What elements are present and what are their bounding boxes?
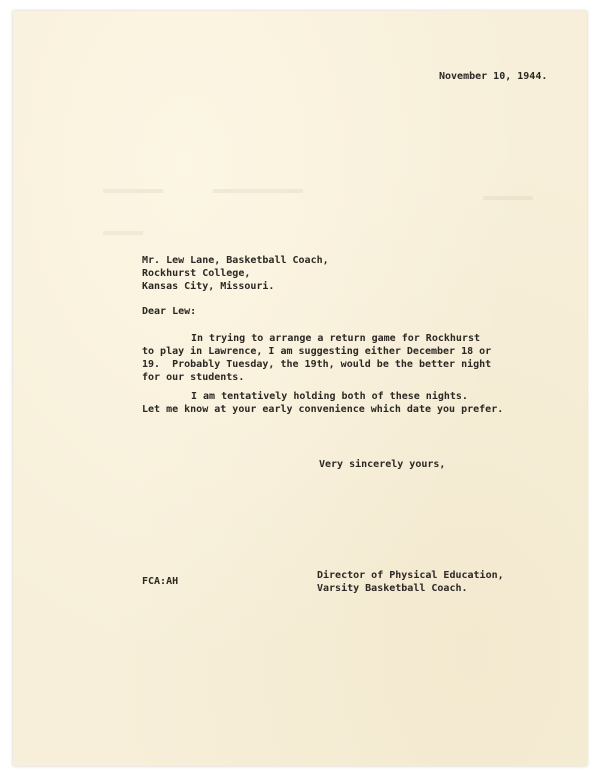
letter-date: November 10, 1944. [439, 71, 548, 82]
recipient-line: Kansas City, Missouri. [142, 281, 275, 292]
body-line: Let me know at your early convenience which date you prefer. [142, 404, 504, 415]
recipient-line: Rockhurst College, [142, 268, 251, 279]
body-line: I am tentatively holding both of these nights. [191, 391, 468, 402]
reference-initials: FCA:AH [142, 576, 179, 587]
body-line: for our students. [142, 372, 245, 383]
body-line: In trying to arrange a return game for Rockhurst [191, 333, 480, 344]
bleed-through-mark [483, 196, 533, 200]
recipient-line: Mr. Lew Lane, Basketball Coach, [142, 255, 329, 266]
bleed-through-mark [103, 189, 163, 193]
bleed-through-mark [213, 189, 303, 193]
body-line: to play in Lawrence, I am suggesting either December 18 or [142, 346, 492, 357]
bleed-through-mark [103, 231, 143, 235]
signature-title-line: Director of Physical Education, [317, 570, 504, 581]
body-line: 19. Probably Tuesday, the 19th, would be the better night [142, 359, 492, 370]
letter-page [13, 11, 587, 766]
complimentary-close: Very sincerely yours, [319, 459, 446, 470]
salutation: Dear Lew: [142, 306, 197, 317]
signature-title-line: Varsity Basketball Coach. [317, 583, 468, 594]
